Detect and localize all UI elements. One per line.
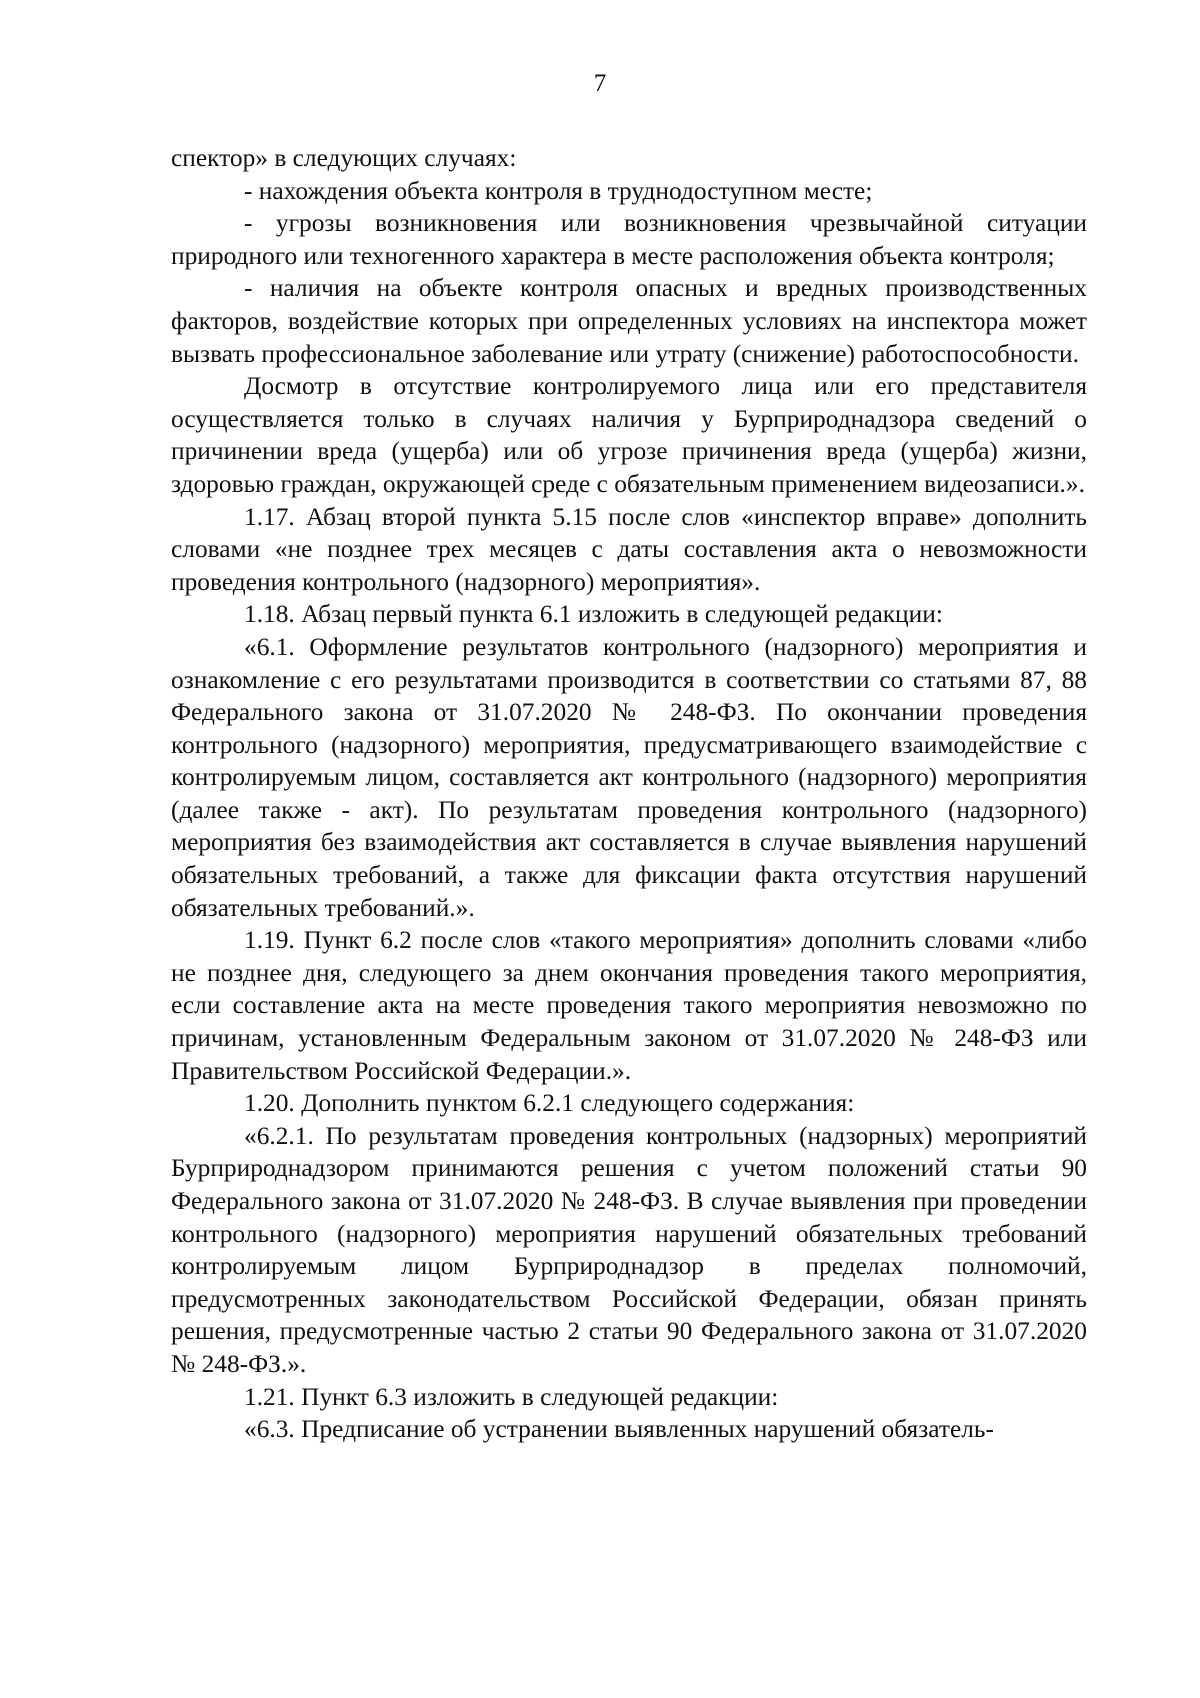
paragraph-item-1-17: 1.17. Абзац второй пункта 5.15 после слов «инспектор вправе» дополнить словами «не позднее трех месяцев с даты составления акта о невозможности проведения контрольного (надзорного) мероприятия». [171,502,1087,596]
paragraph-item-1-18: 1.18. Абзац первый пункта 6.1 изложить в следующей редакции: [244,600,943,629]
paragraph-list-item-remote-location: - нахождения объекта контроля в труднодоступном месте; [244,176,873,205]
paragraph-clause-6-1: «6.1. Оформление результатов контрольного (надзорного) мероприятия и ознакомление с его результатами производится в соответствии со статьями 87, 88 Федерального закона от 31.07.2020 № 248-ФЗ. По окончании проведения контрольного (надзорного) мероприятия, предусматривающего взаимодействие с контролируемым лицом, составляется акт контрольного (надзорного) мероприятия (далее также - акт). По результатам проведения контрольного (надзорного) мероприятия без взаимодействия акт составляется в случае выявления нарушений обязательных требований, а также для фиксации факта отсутствия нарушений обязательных требований.». [171,632,1087,922]
paragraph-item-1-19: 1.19. Пункт 6.2 после слов «такого мероприятия» дополнить словами «либо не позднее дня, следующего за днем окончания проведения такого мероприятия, если составление акта на месте проведения такого мероприятия невозможно по причинам, установленным Федеральным законом от 31.07.2020 № 248-ФЗ или Правительством Российской Федерации.». [171,926,1087,1085]
paragraph-list-item-emergency-threat: - угрозы возникновения или возникновения чрезвычайной ситуации природного или техногенного характера в месте расположения объекта контроля; [171,209,1087,270]
paragraph-item-1-21: 1.21. Пункт 6.3 изложить в следующей редакции: [244,1382,779,1411]
paragraph-clause-6-2-1: «6.2.1. По результатам проведения контрольных (надзорных) мероприятий Бурприроднадзором принимаются решения с учетом положений статьи 90 Федерального закона от 31.07.2020 № 248-ФЗ. В случае выявления при проведении контрольного (надзорного) мероприятия нарушений обязательных требований контролируемым лицом Бурприроднадзор в пределах полномочий, предусмотренных законодательством Российской Федерации, обязан принять решения, предусмотренные частью 2 статьи 90 Федерального закона от 31.07.2020 № 248-ФЗ.». [171,1121,1087,1378]
paragraph-item-1-20: 1.20. Дополнить пунктом 6.2.1 следующего содержания: [244,1089,855,1118]
page-number: 7 [593,70,607,97]
paragraph-inspection-absence: Досмотр в отсутствие контролируемого лица или его представителя осуществляется только в случаях наличия у Бурприроднадзора сведений о причинении вреда (ущерба) или об угрозе причинения вреда (ущерба) жизни, здоровью граждан, окружающей среде с обязательным применением видеозаписи.». [171,372,1087,498]
paragraph-clause-6-3: «6.3. Предписание об устранении выявленных нарушений обязатель- [244,1415,994,1444]
document-body [171,142,1087,1446]
paragraph-continuation: спектор» в следующих случаях: [171,144,517,172]
paragraph-list-item-hazardous-factors: - наличия на объекте контроля опасных и вредных производственных факторов, воздействие которых при определенных условиях на инспектора может вызвать профессиональное заболевание или утрату (снижение) работоспособности. [171,274,1087,368]
